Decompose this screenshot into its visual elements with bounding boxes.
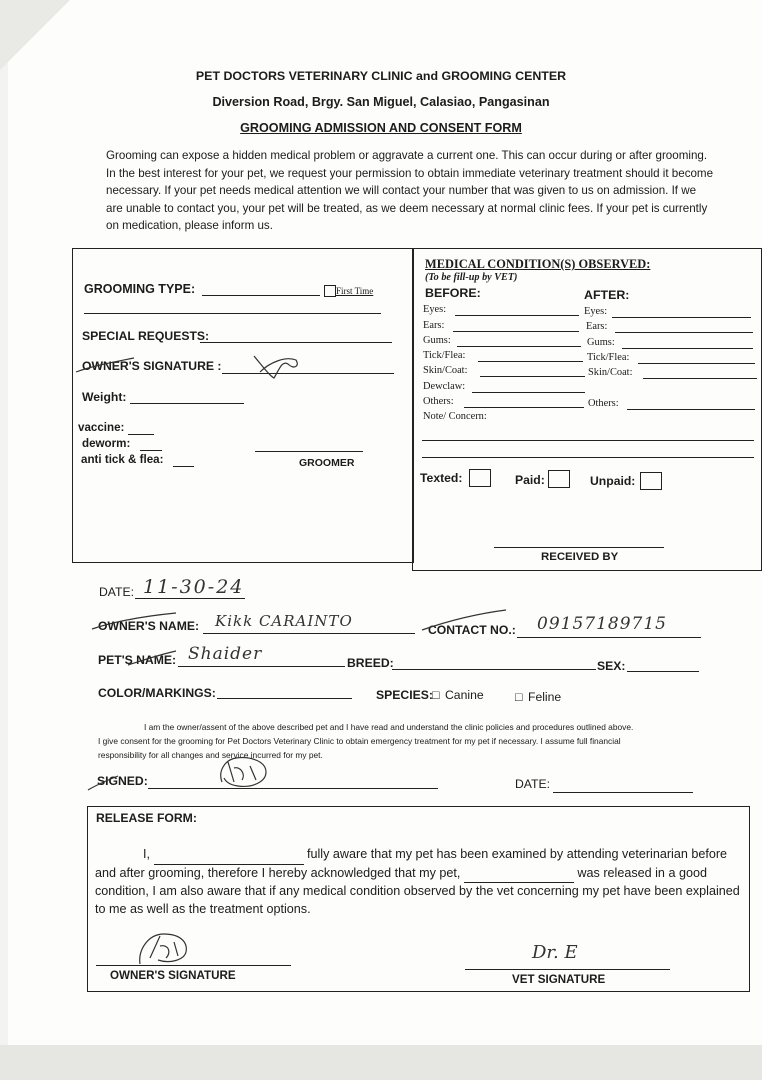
release-paragraph bbox=[95, 846, 747, 918]
weight-field[interactable] bbox=[130, 403, 244, 404]
medical-subtitle: (To be fill-up by VET) bbox=[425, 272, 518, 283]
release-owner-signature-field[interactable] bbox=[96, 965, 291, 966]
weight-label: Weight: bbox=[82, 390, 127, 404]
grooming-type-field[interactable] bbox=[202, 295, 320, 296]
release-text-2: fully aware that my pet has been examined by attending veterinarian before and after grooming, therefore I hereby acknowledged that my pet, bbox=[95, 847, 728, 880]
vaccine-label: vaccine: bbox=[78, 421, 125, 434]
page-bottom-edge bbox=[0, 1045, 762, 1080]
received-by-label: RECEIVED BY bbox=[541, 551, 619, 563]
form-title: GROOMING ADMISSION AND CONSENT FORM bbox=[240, 121, 522, 135]
owner-signature-label: OWNER'S SIGNATURE : bbox=[82, 359, 222, 373]
special-requests-label: SPECIAL REQUESTS: bbox=[82, 329, 210, 343]
date-value: 11-30-24 bbox=[143, 576, 245, 598]
before-others-label: Others: bbox=[423, 396, 454, 407]
consent-signature bbox=[84, 752, 284, 794]
first-time-checkbox[interactable] bbox=[324, 285, 336, 297]
after-ears-field[interactable] bbox=[615, 332, 753, 333]
unpaid-checkbox[interactable] bbox=[640, 472, 662, 490]
grooming-type-line2[interactable] bbox=[84, 313, 381, 314]
release-text-1: I, bbox=[143, 847, 154, 861]
note-line-2[interactable] bbox=[422, 457, 754, 458]
species-label: SPECIES: bbox=[376, 688, 433, 702]
date-label: DATE: bbox=[99, 585, 134, 599]
vet-signature-field[interactable] bbox=[465, 969, 670, 970]
anti-tick-label: anti tick & flea: bbox=[81, 453, 164, 466]
after-ears-label: Ears: bbox=[586, 321, 608, 332]
before-others-field[interactable] bbox=[464, 407, 584, 408]
owner-name-strike bbox=[90, 611, 180, 633]
pet-name-value: Shaider bbox=[188, 644, 263, 664]
grooming-type-label: GROOMING TYPE: bbox=[84, 282, 196, 296]
feline-checkbox[interactable]: □ bbox=[515, 690, 523, 704]
pet-name-field[interactable] bbox=[178, 666, 345, 667]
before-tick-label: Tick/Flea: bbox=[423, 350, 466, 361]
owner-name-value: Kikk CARAINTO bbox=[215, 612, 353, 630]
before-skin-label: Skin/Coat: bbox=[423, 365, 468, 376]
consent-line-2: I give consent for the grooming for Pet Doctors Veterinary Clinic to obtain emergency treatment for my pet if necessary. I assume full financial bbox=[98, 736, 621, 746]
color-markings-field[interactable] bbox=[217, 698, 352, 699]
texted-label: Texted: bbox=[420, 471, 463, 485]
deworm-label: deworm: bbox=[82, 437, 131, 450]
release-owner-signature-label: OWNER'S SIGNATURE bbox=[110, 969, 236, 982]
color-markings-label: COLOR/MARKINGS: bbox=[98, 686, 216, 700]
after-tick-field[interactable] bbox=[638, 363, 755, 364]
before-dewclaw-field[interactable] bbox=[472, 392, 585, 393]
release-owner-signature bbox=[130, 928, 200, 968]
contact-value: 09157189715 bbox=[537, 614, 667, 634]
owner-signature-scribble bbox=[74, 350, 404, 390]
vet-signature-label: VET SIGNATURE bbox=[512, 973, 606, 986]
before-ears-label: Ears: bbox=[423, 320, 445, 331]
sex-field[interactable] bbox=[627, 671, 699, 672]
before-skin-field[interactable] bbox=[480, 376, 585, 377]
after-gums-field[interactable] bbox=[622, 348, 753, 349]
vaccine-field[interactable] bbox=[128, 434, 154, 435]
before-eyes-label: Eyes: bbox=[423, 304, 447, 315]
after-label: AFTER: bbox=[584, 288, 630, 302]
release-form-title: RELEASE FORM: bbox=[96, 811, 197, 825]
canine-label: Canine bbox=[445, 688, 484, 702]
after-eyes-label: Eyes: bbox=[584, 306, 608, 317]
breed-label: BREED: bbox=[347, 656, 394, 670]
consent-line-3: responsibility for all changes and service incurred for my pet. bbox=[98, 750, 323, 760]
after-tick-label: Tick/Flea: bbox=[587, 352, 630, 363]
note-label: Note/ Concern: bbox=[423, 411, 487, 422]
unpaid-label: Unpaid: bbox=[590, 474, 636, 488]
paid-label: Paid: bbox=[515, 473, 545, 487]
canine-checkbox[interactable]: □ bbox=[432, 688, 440, 702]
feline-label: Feline bbox=[528, 690, 562, 704]
sex-label: SEX: bbox=[597, 659, 626, 673]
texted-checkbox[interactable] bbox=[469, 469, 491, 487]
first-time-label: First Time bbox=[336, 286, 374, 296]
release-pet-name-field[interactable] bbox=[464, 865, 574, 884]
groomer-signature-field[interactable] bbox=[255, 451, 363, 452]
clinic-address: Diversion Road, Brgy. San Miguel, Calasiao, Pangasinan bbox=[212, 95, 550, 109]
paid-checkbox[interactable] bbox=[548, 470, 570, 488]
owner-name-field[interactable] bbox=[203, 633, 415, 634]
special-requests-field[interactable] bbox=[200, 342, 392, 343]
date-field[interactable] bbox=[135, 598, 245, 599]
folded-corner bbox=[0, 0, 70, 70]
before-dewclaw-label: Dewclaw: bbox=[423, 381, 466, 392]
before-ears-field[interactable] bbox=[453, 331, 579, 332]
before-tick-field[interactable] bbox=[478, 361, 583, 362]
signed-label: SIGNED: bbox=[97, 774, 148, 788]
pet-name-label: PET'S NAME: bbox=[98, 653, 177, 667]
owner-name-label: OWNER'S NAME: bbox=[98, 619, 200, 633]
consent-line-1: I am the owner/assent of the above described pet and I have read and understand the clinic policies and procedures outlined above. bbox=[144, 722, 634, 732]
consent-date-field[interactable] bbox=[553, 792, 693, 793]
groomer-label: GROOMER bbox=[299, 457, 355, 469]
clinic-name: PET DOCTORS VETERINARY CLINIC and GROOMING CENTER bbox=[195, 69, 567, 83]
consent-date-label: DATE: bbox=[515, 777, 550, 791]
medical-title: MEDICAL CONDITION(S) OBSERVED: bbox=[425, 257, 651, 271]
release-text-3: was released in a good condition, I am also aware that if any medical condition observed by the vet concerning my pet have been explained to me as well as the treatment options. bbox=[95, 865, 740, 916]
before-gums-field[interactable] bbox=[457, 346, 581, 347]
note-line-1[interactable] bbox=[422, 440, 754, 441]
contact-strike bbox=[420, 608, 510, 634]
deworm-field[interactable] bbox=[140, 450, 162, 451]
release-owner-name-field[interactable] bbox=[154, 846, 304, 865]
after-others-label: Others: bbox=[588, 398, 619, 409]
contact-label: CONTACT NO.: bbox=[428, 623, 516, 637]
contact-field[interactable] bbox=[517, 637, 701, 638]
before-gums-label: Gums: bbox=[423, 335, 451, 346]
after-skin-field[interactable] bbox=[643, 378, 757, 379]
breed-field[interactable] bbox=[392, 669, 596, 670]
after-gums-label: Gums: bbox=[587, 337, 615, 348]
before-eyes-field[interactable] bbox=[455, 315, 579, 316]
pet-name-strike bbox=[126, 648, 180, 668]
anti-tick-field[interactable] bbox=[173, 466, 194, 467]
before-label: BEFORE: bbox=[425, 286, 481, 300]
vet-signature-value: Dr. E bbox=[532, 942, 578, 963]
intro-paragraph: Grooming can expose a hidden medical problem or aggravate a current one. This can occur during or after grooming. In the best interest for your pet, we request your permission to obtain immediate veterinary treatment should it become necessary. If your pet needs medical attention we will contact your number that was given to us on admission. If we are unable to contact you, your pet will be treated, as we deem necessary at normal clinic fees. If your pet is currently on medication, please inform us. bbox=[106, 149, 714, 232]
after-eyes-field[interactable] bbox=[612, 317, 751, 318]
after-others-field[interactable] bbox=[627, 409, 755, 410]
after-skin-label: Skin/Coat: bbox=[588, 367, 633, 378]
received-by-field[interactable] bbox=[494, 547, 664, 548]
